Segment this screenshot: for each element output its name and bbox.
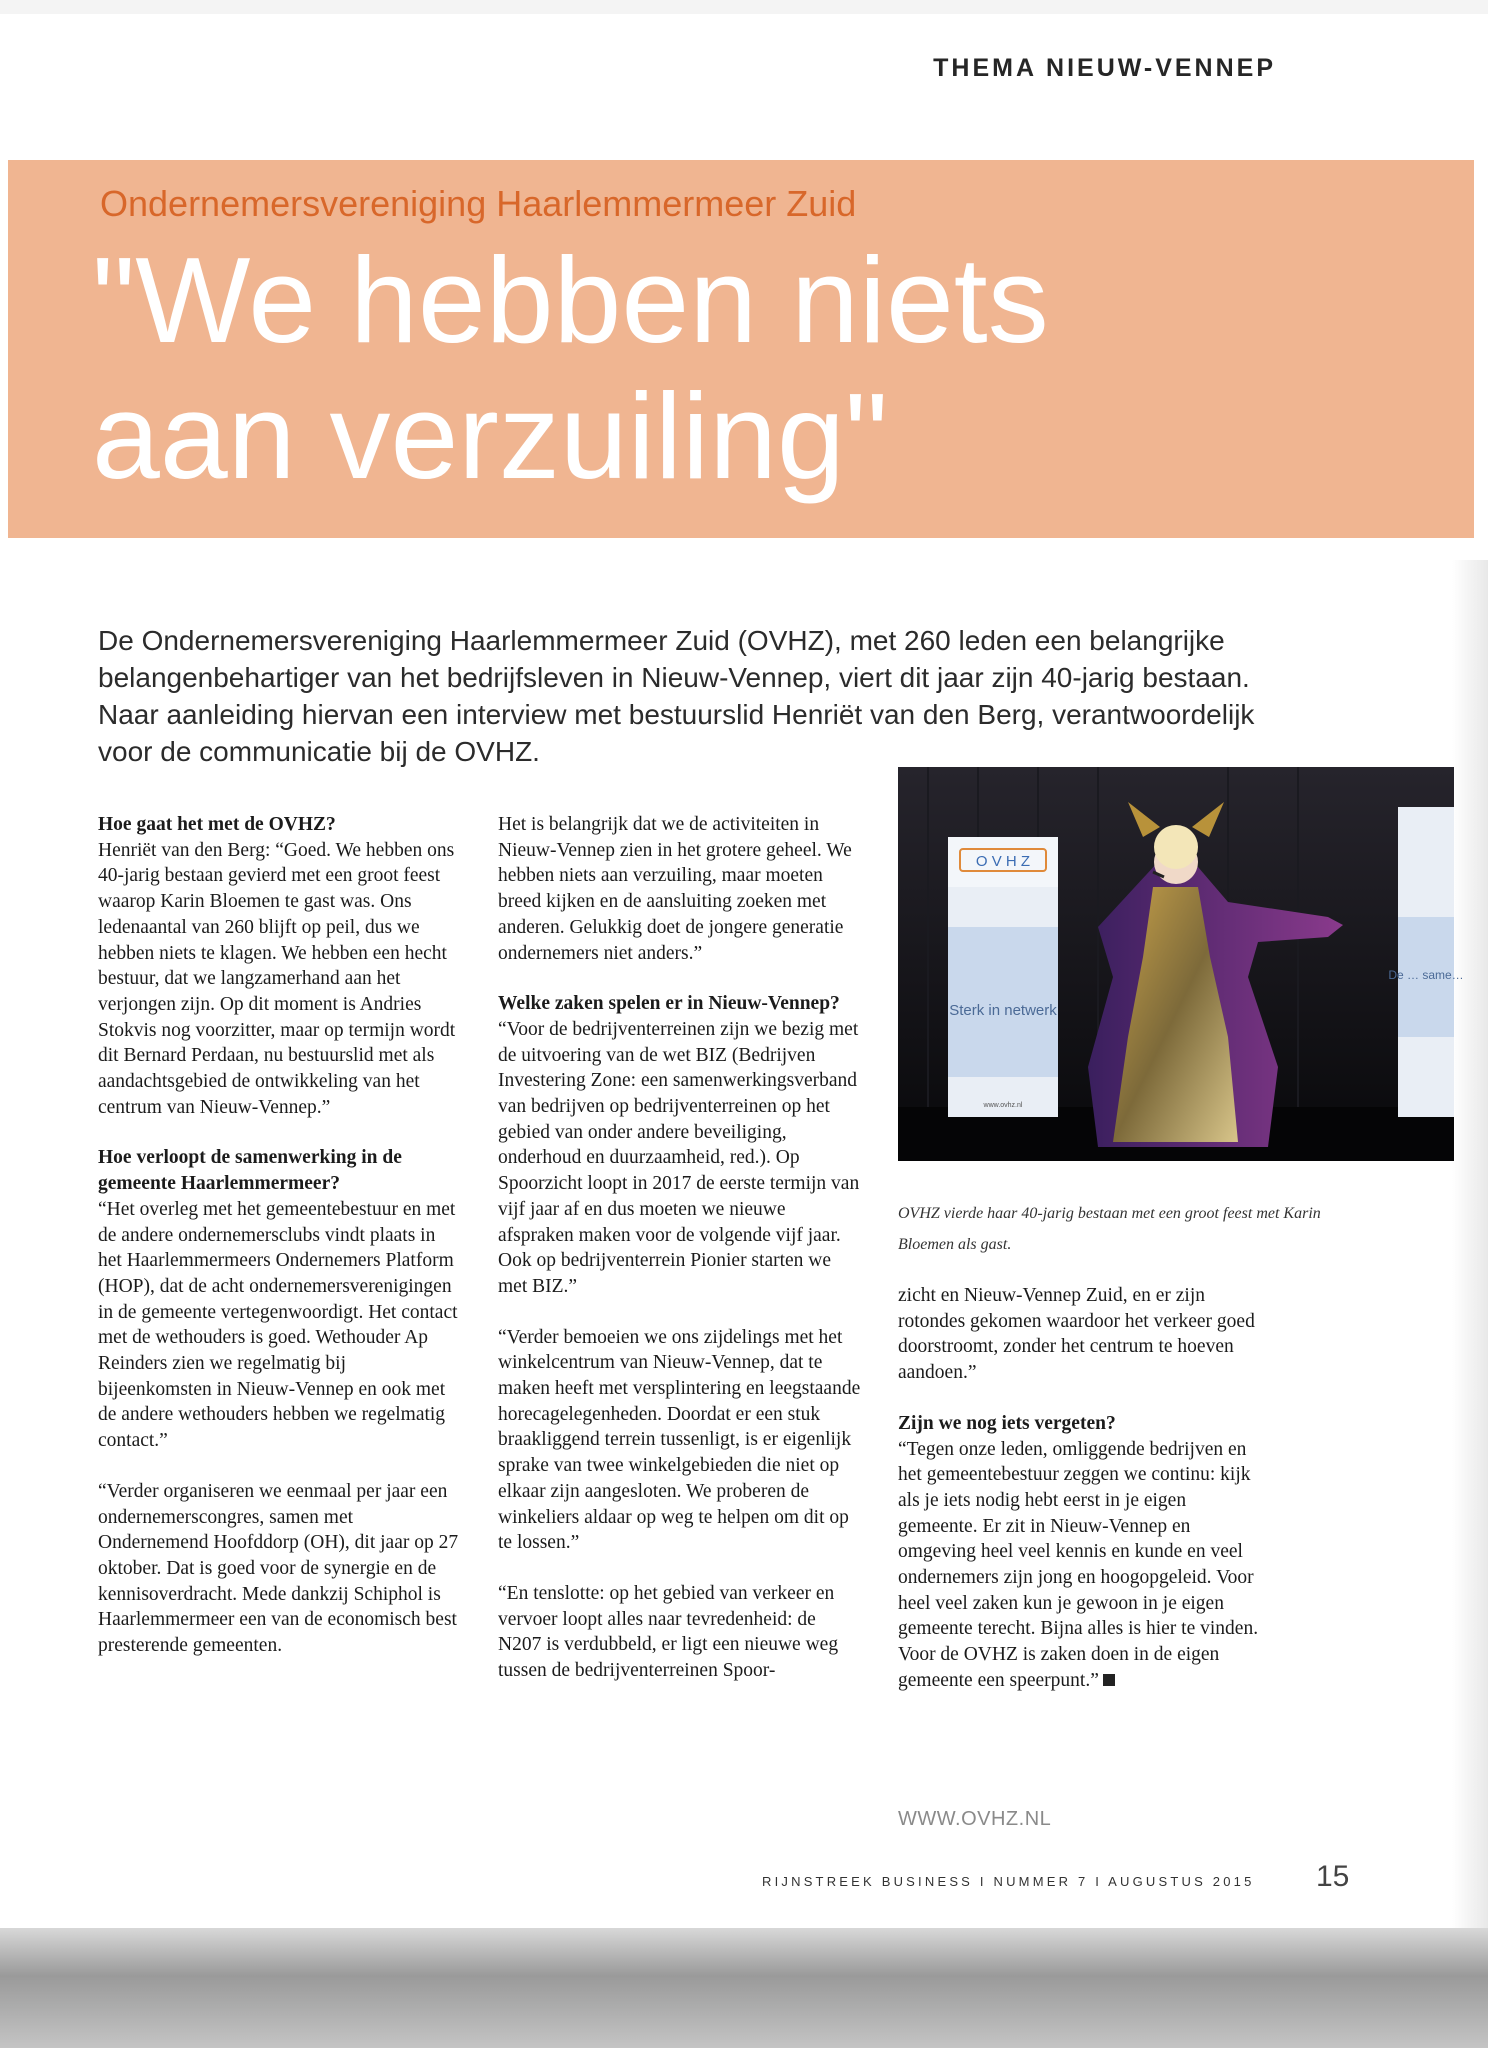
question-heading: Hoe verloopt de samenwerking in de gemeente Haarlemmermeer?: [98, 1147, 402, 1195]
question-heading: Welke zaken spelen er in Nieuw-Vennep?: [498, 993, 840, 1015]
website-link[interactable]: WWW.OVHZ.NL: [898, 1808, 1052, 1830]
page-number: 15: [1316, 1860, 1350, 1893]
body-paragraph: “En tenslotte: op het gebied van verkeer en vervoer loopt alles naar tevredenheid: de N207 is verdubbeld, er ligt een nieuwe weg tussen de bedrijventerreinen Spoor-: [498, 1582, 839, 1682]
svg-text:www.ovhz.nl: www.ovhz.nl: [983, 1102, 1023, 1109]
headline-line-1: "We hebben niets: [92, 232, 1049, 368]
headline-line-2: aan verzuiling": [92, 368, 889, 504]
publication-footer: RIJNSTREEK BUSINESS I NUMMER 7 I AUGUSTUS 2015: [762, 1874, 1255, 1889]
headline: [92, 232, 1412, 504]
column-1: [98, 812, 464, 1684]
body-paragraph: “Het overleg met het gemeentebestuur en met de andere ondernemersclubs vindt plaats in het Haarlemmermeers Ondernemers Platform (HOP), dat de acht ondernemersverenigingen in de gemeente vertegenwoordigt. Het contact met de wethouders is goed. Wethouder Ap Reinders zien we regelmatig bij bijeenkomsten in Nieuw-Vennep en ook met de andere wethouders hebben we regelmatig contact.”: [98, 1198, 458, 1452]
end-of-article-mark: [1103, 1674, 1115, 1686]
scan-bottom-edge: [0, 1928, 1488, 2048]
body-paragraph: Het is belangrijk dat we de activiteiten in Nieuw-Vennep zien in het grotere geheel. We hebben niets aan verzuiling, maar moeten breed kijken en de aansluiting zoeken met anderen. Gelukkig doet de jongere generatie ondernemers niet anders.”: [498, 814, 852, 964]
body-paragraph: Henriët van den Berg: “Goed. We hebben ons 40-jarig bestaan gevierd met een groot feest waarop Karin Bloemen te gast was. Ons ledenaantal van 260 blijft op peil, dus we hebben niets te klagen. We hebben een hecht bestuur, dat we langzamerhand aan het verjongen zijn. Op dit moment is Andries Stokvis nog voorzitter, maar op termijn wordt dit Bernard Perdaan, nu bestuurslid met als aandachtsgebied de ontwikkeling van het centrum van Nieuw-Vennep.”: [98, 839, 456, 1118]
closing-paragraph-text: “Tegen onze leden, omliggende bedrijven en het gemeentebestuur zeggen we continu: kijk als je iets nodig hebt eerst in je eigen gemeente. Er zit in Nieuw-Vennep en omgeving heel veel kennis en kunde en veel ondernemers zijn jong en hoogopgeleid. Voor heel veel zaken kun je gewoon in je eigen gemeente terecht. Bijna alles is hier te vinden. Voor de OVHZ is zaken doen in de eigen gemeente een speerpunt.”: [898, 1438, 1259, 1691]
question-heading: Hoe gaat het met de OVHZ?: [98, 814, 336, 835]
svg-text:O V H Z: O V H Z: [975, 853, 1031, 870]
svg-text:De … same…: De … same…: [1388, 968, 1464, 982]
event-photo: [898, 767, 1464, 1161]
kicker: Ondernemersvereniging Haarlemmermeer Zuid: [100, 183, 857, 224]
column-3: [898, 1283, 1268, 1719]
photo-caption: OVHZ vierde haar 40-jarig bestaan met een groot feest met Karin Bloemen als gast.: [898, 1205, 1321, 1253]
column-2: [498, 812, 864, 1709]
question-heading: Zijn we nog iets vergeten?: [898, 1412, 1116, 1434]
section-label: THEMA NIEUW-VENNEP: [933, 54, 1276, 82]
body-paragraph: zicht en Nieuw-Vennep Zuid, en er zijn rotondes gekomen waardoor het verkeer goed doorstroomt, zonder het centrum te hoeven aandoen.”: [898, 1285, 1255, 1384]
svg-text:Sterk in netwerk: Sterk in netwerk: [949, 1002, 1057, 1019]
scan-right-edge: [1452, 560, 1488, 1930]
body-paragraph: “Verder organiseren we eenmaal per jaar een ondernemerscongres, samen met Ondernemend Hoofddorp (OH), dit jaar op 27 oktober. Dat is goed voor de synergie en de kennisoverdracht. Mede dankzij Schiphol is Haarlemmermeer een van de economisch best presterende gemeenten.: [98, 1480, 459, 1657]
scan-top-edge: [0, 0, 1488, 14]
photo-illustration: [898, 767, 1464, 1161]
body-paragraph: [898, 1437, 1268, 1694]
body-paragraph: “Voor de bedrijventerreinen zijn we bezig met de uitvoering van de wet BIZ (Bedrijven Investering Zone: een samenwerkingsverband van bedrijven op bedrijventerreinen op het gebied van onder andere beveiliging, onderhoud en duurzaamheid, red.). Op Spoorzicht loopt in 2017 de eerste termijn van vijf jaar af en dus moeten we nieuwe afspraken maken voor de volgende vijf jaar. Ook op bedrijventerrein Pionier starten we met BIZ.”: [498, 1018, 860, 1297]
body-paragraph: “Verder bemoeien we ons zijdelings met het winkelcentrum van Nieuw-Vennep, dat te maken heeft met versplintering en leegstaande horecagelegenheden. Doordat er een stuk braakliggend terrein tussenligt, is er eigenlijk sprake van twee winkelgebieden die niet op elkaar zijn aangesloten. We proberen de winkeliers aldaar op weg te helpen om dit op te lossen.”: [498, 1326, 861, 1554]
intro-paragraph: De Ondernemersvereniging Haarlemmermeer Zuid (OVHZ), met 260 leden een belangrijke belangenbehartiger van het bedrijfsleven in Nieuw-Vennep, viert dit jaar zijn 40-jarig bestaan. Naar aanleiding hiervan een interview met bestuurslid Henriët van den Berg, verantwoordelijk voor de communicatie bij de OVHZ.: [98, 625, 1255, 767]
